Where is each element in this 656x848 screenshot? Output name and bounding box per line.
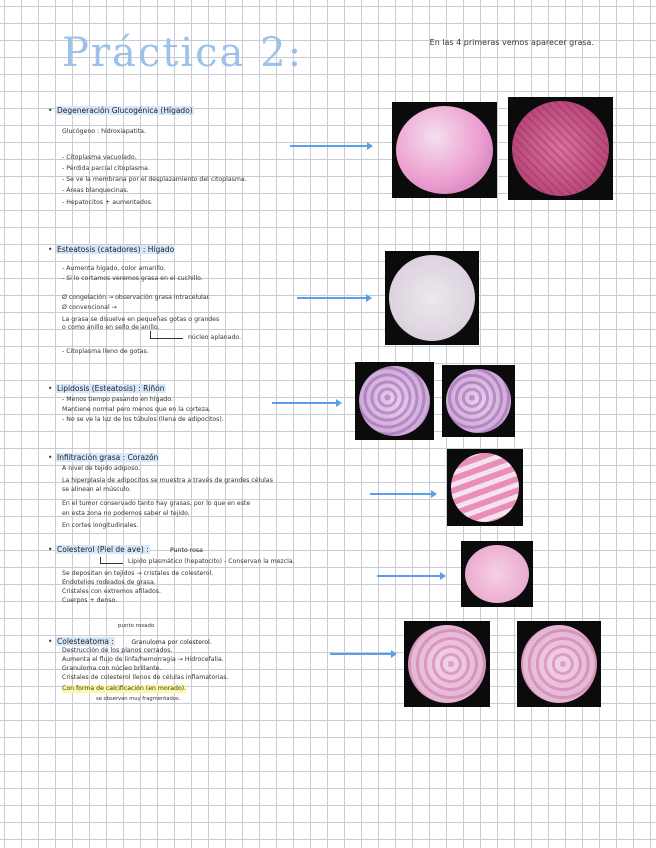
note-line: - Aumenta hígado, color amarillo. — [62, 265, 166, 272]
note-line: Cristales de colesterol llenos de células inflamatorias. — [62, 674, 229, 681]
arrow-icon — [290, 145, 368, 147]
section-heading: • Lipidosis (Esteatosis) : Riñón — [48, 384, 165, 393]
note-line: Se depositan en tejidos → cristales de colesterol. — [62, 570, 214, 577]
note-line: se alinean al músculo. — [62, 486, 131, 493]
note-line: - Hepatocitos + aumentados. — [62, 199, 153, 206]
micrograph-image — [392, 102, 497, 198]
bracket-arrow-icon — [150, 331, 183, 339]
note-line: Con forma de calcificación (en morado). — [62, 685, 187, 692]
bracket-arrow-icon — [100, 557, 123, 564]
heading-extra: Punto rosa — [170, 547, 203, 554]
micrograph-image — [508, 97, 613, 200]
note-line: o como anillo en sello de anillo. — [62, 324, 160, 331]
note-line: - Se ve la membrana por el desplazamiento del citoplasma. — [62, 176, 247, 183]
bullet-icon: • — [48, 453, 53, 462]
heading-extra: Granuloma por colesterol. — [131, 639, 212, 646]
micrograph-image — [442, 365, 515, 437]
note-line: Granuloma con núcleo brillante. — [62, 665, 162, 672]
note-line: - Citoplasma vacuolado. — [62, 154, 137, 161]
arrow-icon — [272, 402, 337, 404]
arrow-icon — [297, 297, 367, 299]
arrow-icon — [370, 493, 432, 495]
note-line: Endotelios rodeados de grasa. — [62, 579, 156, 586]
note-line: Cristales con extremos afilados. — [62, 588, 161, 595]
bullet-icon: • — [48, 637, 53, 646]
note-line: - Citoplasma lleno de gotas. — [62, 348, 149, 355]
bullet-icon: • — [48, 106, 53, 115]
micrograph-image — [404, 621, 490, 707]
note-line: punto rosado — [118, 623, 155, 629]
bullet-icon: • — [48, 245, 53, 254]
note-line: Destrucción de los planos cerrados. — [62, 647, 173, 654]
note-line: A nivel de tejido adiposo. — [62, 465, 141, 472]
micrograph-image — [517, 621, 601, 707]
note-line: Ø congelación → observación grasa intracelular. — [62, 294, 211, 301]
note-line: Glucógeno : hidroxiapatita. — [62, 128, 146, 135]
bullet-icon: • — [48, 384, 53, 393]
arrow-icon — [377, 575, 441, 577]
note-line: En cortes longitudinales. — [62, 522, 139, 529]
micrograph-image — [461, 541, 533, 607]
top-note: En las 4 primeras vemos aparecer grasa. — [429, 38, 594, 47]
section-heading: • Colesteatoma : Granuloma por colesterol. — [48, 637, 212, 646]
note-line: - Menos tiempo pasando en hígado. — [62, 396, 173, 403]
note-line: en esta zona no podemos saber el tejido. — [62, 510, 190, 517]
section-heading: • Infiltración grasa : Corazón — [48, 453, 159, 462]
bullet-icon: • — [48, 545, 53, 554]
note-line: se observan muy fragmentados. — [96, 696, 181, 702]
note-line: - Si lo cortamos veremos grasa en el cuchillo. — [62, 275, 203, 282]
micrograph-image — [385, 251, 479, 345]
note-line: núcleo aplanado. — [188, 334, 242, 341]
section-heading: • Esteatosis (catadores) : Hígado — [48, 245, 175, 254]
note-line: La grasa se disuelve en pequeñas gotas o grandes — [62, 316, 220, 323]
arrow-icon — [330, 653, 392, 655]
page-title: Práctica 2: — [62, 30, 304, 76]
note-line: Lípido plasmático (hepatocito) - Conservan la mezcla. — [128, 558, 295, 565]
section-heading: • Colesterol (Piel de ave) : Punto rosa — [48, 545, 203, 554]
micrograph-image — [355, 362, 434, 440]
section-heading: • Degeneración Glucogénica (Hígado) — [48, 106, 193, 115]
note-line: - Áreas blanquecinas. — [62, 187, 129, 194]
note-line: En el tumor conservado tanto hay grasas, por lo que en este — [62, 500, 251, 507]
note-line: La hiperplasia de adipocitos se muestra a través de grandes células — [62, 477, 273, 484]
note-line: Ø convencional → — [62, 304, 117, 311]
micrograph-image — [447, 449, 523, 526]
note-line: Aumenta el flujo de linfa/hemorragia → Hidrocefalia. — [62, 656, 224, 663]
note-line: - Pérdida parcial citoplasma. — [62, 165, 150, 172]
note-line: Cuerpos + denso. — [62, 597, 118, 604]
note-line: Mantiene normal pero menos que en la corteza. — [62, 406, 211, 413]
note-line: - No se ve la luz de los túbulos (llena de adipocitos). — [62, 416, 224, 423]
